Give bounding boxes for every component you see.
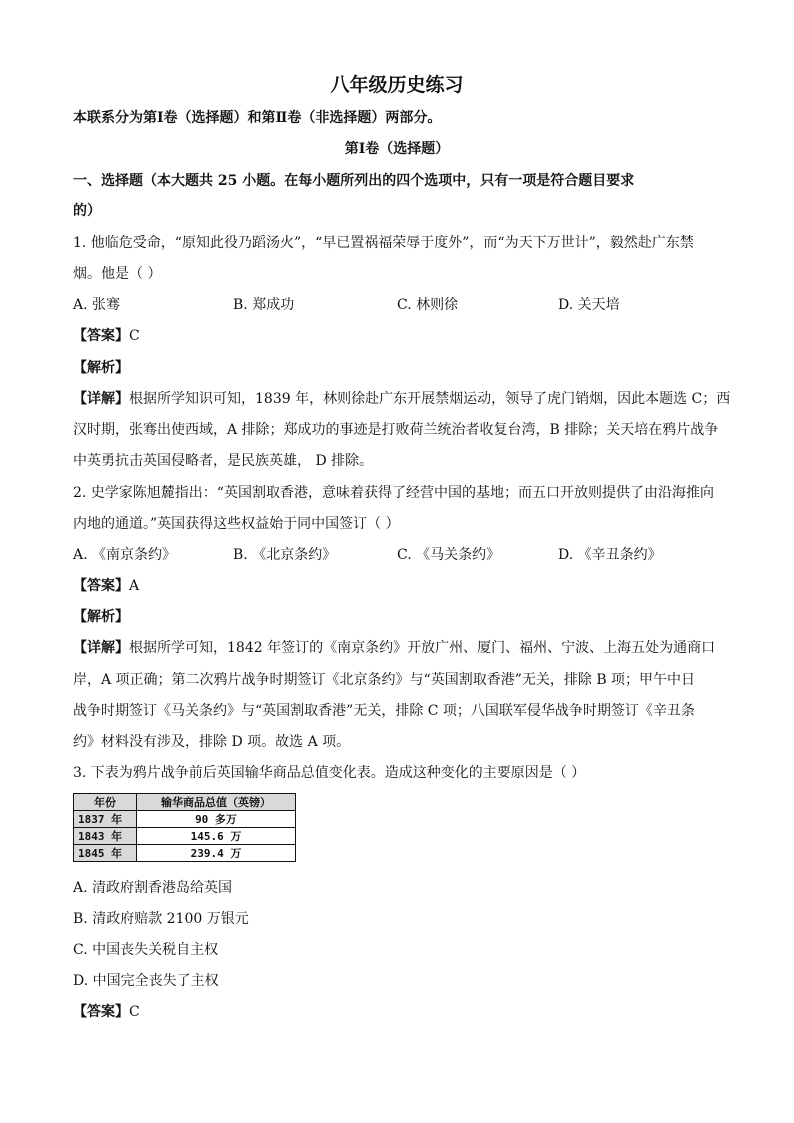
q2-option-a: A. 《南京条约》 bbox=[73, 547, 177, 563]
part1-heading: 第Ⅰ卷（选择题） bbox=[344, 141, 450, 157]
q1-detail-line2: 汉时期，张骞出使西域，A 排除；郑成功的事迹是打败荷兰统治者收复台湾，B 排除；关天培在鸦片战争 bbox=[73, 422, 719, 438]
table-header-row bbox=[74, 794, 296, 811]
q2-answer bbox=[73, 576, 139, 596]
q1-option-d: D. 关天培 bbox=[558, 297, 620, 313]
q1-option-a: A. 张骞 bbox=[73, 297, 121, 313]
q1-detail-line1 bbox=[73, 389, 730, 409]
q1-detail-line3: 中英勇抗击英国侵略者，是民族英雄， D 排除。 bbox=[73, 453, 374, 469]
q3-data-table bbox=[73, 793, 296, 862]
table-cell-value: 90 多万 bbox=[137, 811, 296, 828]
detail-tag: 【详解】 bbox=[73, 640, 129, 656]
q1-analysis-tag: 【解析】 bbox=[73, 360, 129, 376]
q2-stem-line2: 内地的通道。”英国获得这些权益始于同中国签订（ ） bbox=[73, 516, 400, 532]
q3-stem: 3. 下表为鸦片战争前后英国输华商品总值变化表。造成这种变化的主要原因是（ ） bbox=[73, 765, 586, 781]
q3-option-a: A. 清政府割香港岛给英国 bbox=[73, 880, 233, 896]
q3-option-d: D. 中国完全丧失了主权 bbox=[73, 973, 219, 989]
table-cell-value: 145.6 万 bbox=[137, 828, 296, 845]
q1-stem-line1: 1. 他临危受命，“原知此役乃蹈汤火”，“早已置祸福荣辱于度外”，而“为天下万世计”，毅然赴广东禁 bbox=[73, 235, 694, 251]
answer-tag: 【答案】 bbox=[73, 578, 129, 594]
answer-value: C bbox=[129, 328, 140, 344]
answer-tag: 【答案】 bbox=[73, 328, 129, 344]
detail-text: 根据所学可知，1842 年签订的《南京条约》开放广州、厦门、福州、宁波、上海五处为通商口 bbox=[129, 640, 716, 656]
detail-tag: 【详解】 bbox=[73, 391, 129, 407]
answer-tag: 【答案】 bbox=[73, 1004, 129, 1020]
q2-detail-line1 bbox=[73, 638, 715, 658]
section1-heading-line1: 一、选择题（本大题共 25 小题。在每小题所列出的四个选项中，只有一项是符合题目要求 bbox=[73, 173, 635, 189]
q2-detail-line4: 约》材料没有涉及，排除 D 项。故选 A 项。 bbox=[73, 734, 351, 750]
q2-option-d: D. 《辛丑条约》 bbox=[558, 547, 662, 563]
q1-option-b: B. 郑成功 bbox=[233, 297, 295, 313]
table-cell-year: 1845 年 bbox=[74, 845, 137, 862]
table-cell-year: 1837 年 bbox=[74, 811, 137, 828]
q2-detail-line2: 岸，A 项正确；第二次鸦片战争时期签订《北京条约》与“英国割取香港”无关，排除 B 项；甲午中日 bbox=[73, 672, 696, 688]
table-cell-value: 239.4 万 bbox=[137, 845, 296, 862]
q2-option-c: C. 《马关条约》 bbox=[397, 547, 501, 563]
table-row bbox=[74, 845, 296, 862]
paper-intro: 本联系分为第Ⅰ卷（选择题）和第Ⅱ卷（非选择题）两部分。 bbox=[73, 110, 442, 126]
answer-value: C bbox=[129, 1004, 140, 1020]
table-row bbox=[74, 811, 296, 828]
q3-option-b: B. 清政府赔款 2100 万银元 bbox=[73, 911, 249, 927]
section1-heading-line2: 的） bbox=[73, 203, 101, 219]
detail-text: 根据所学知识可知，1839 年，林则徐赴广东开展禁烟运动，领导了虎门销烟，因此本题选 C；西 bbox=[129, 391, 731, 407]
table-header-year: 年份 bbox=[74, 794, 137, 811]
q1-option-c: C. 林则徐 bbox=[397, 297, 459, 313]
table-cell-year: 1843 年 bbox=[74, 828, 137, 845]
q2-detail-line3: 战争时期签订《马关条约》与“英国割取香港”无关，排除 C 项；八国联军侵华战争时期签订《辛丑条 bbox=[73, 703, 695, 719]
table-row bbox=[74, 828, 296, 845]
q2-analysis-tag: 【解析】 bbox=[73, 609, 129, 625]
q1-answer bbox=[73, 326, 140, 346]
page-title: 八年级历史练习 bbox=[330, 74, 464, 96]
q2-stem-line1: 2. 史学家陈旭麓指出：“英国割取香港，意味着获得了经营中国的基地；而五口开放则提供了由沿海推向 bbox=[73, 485, 714, 501]
answer-value: A bbox=[129, 578, 140, 594]
q2-option-b: B. 《北京条约》 bbox=[233, 547, 337, 563]
q1-stem-line2: 烟。他是（ ） bbox=[73, 266, 162, 282]
table-header-value: 输华商品总值（英镑） bbox=[137, 794, 296, 811]
q3-option-c: C. 中国丧失关税自主权 bbox=[73, 942, 219, 958]
q3-answer bbox=[73, 1002, 140, 1022]
